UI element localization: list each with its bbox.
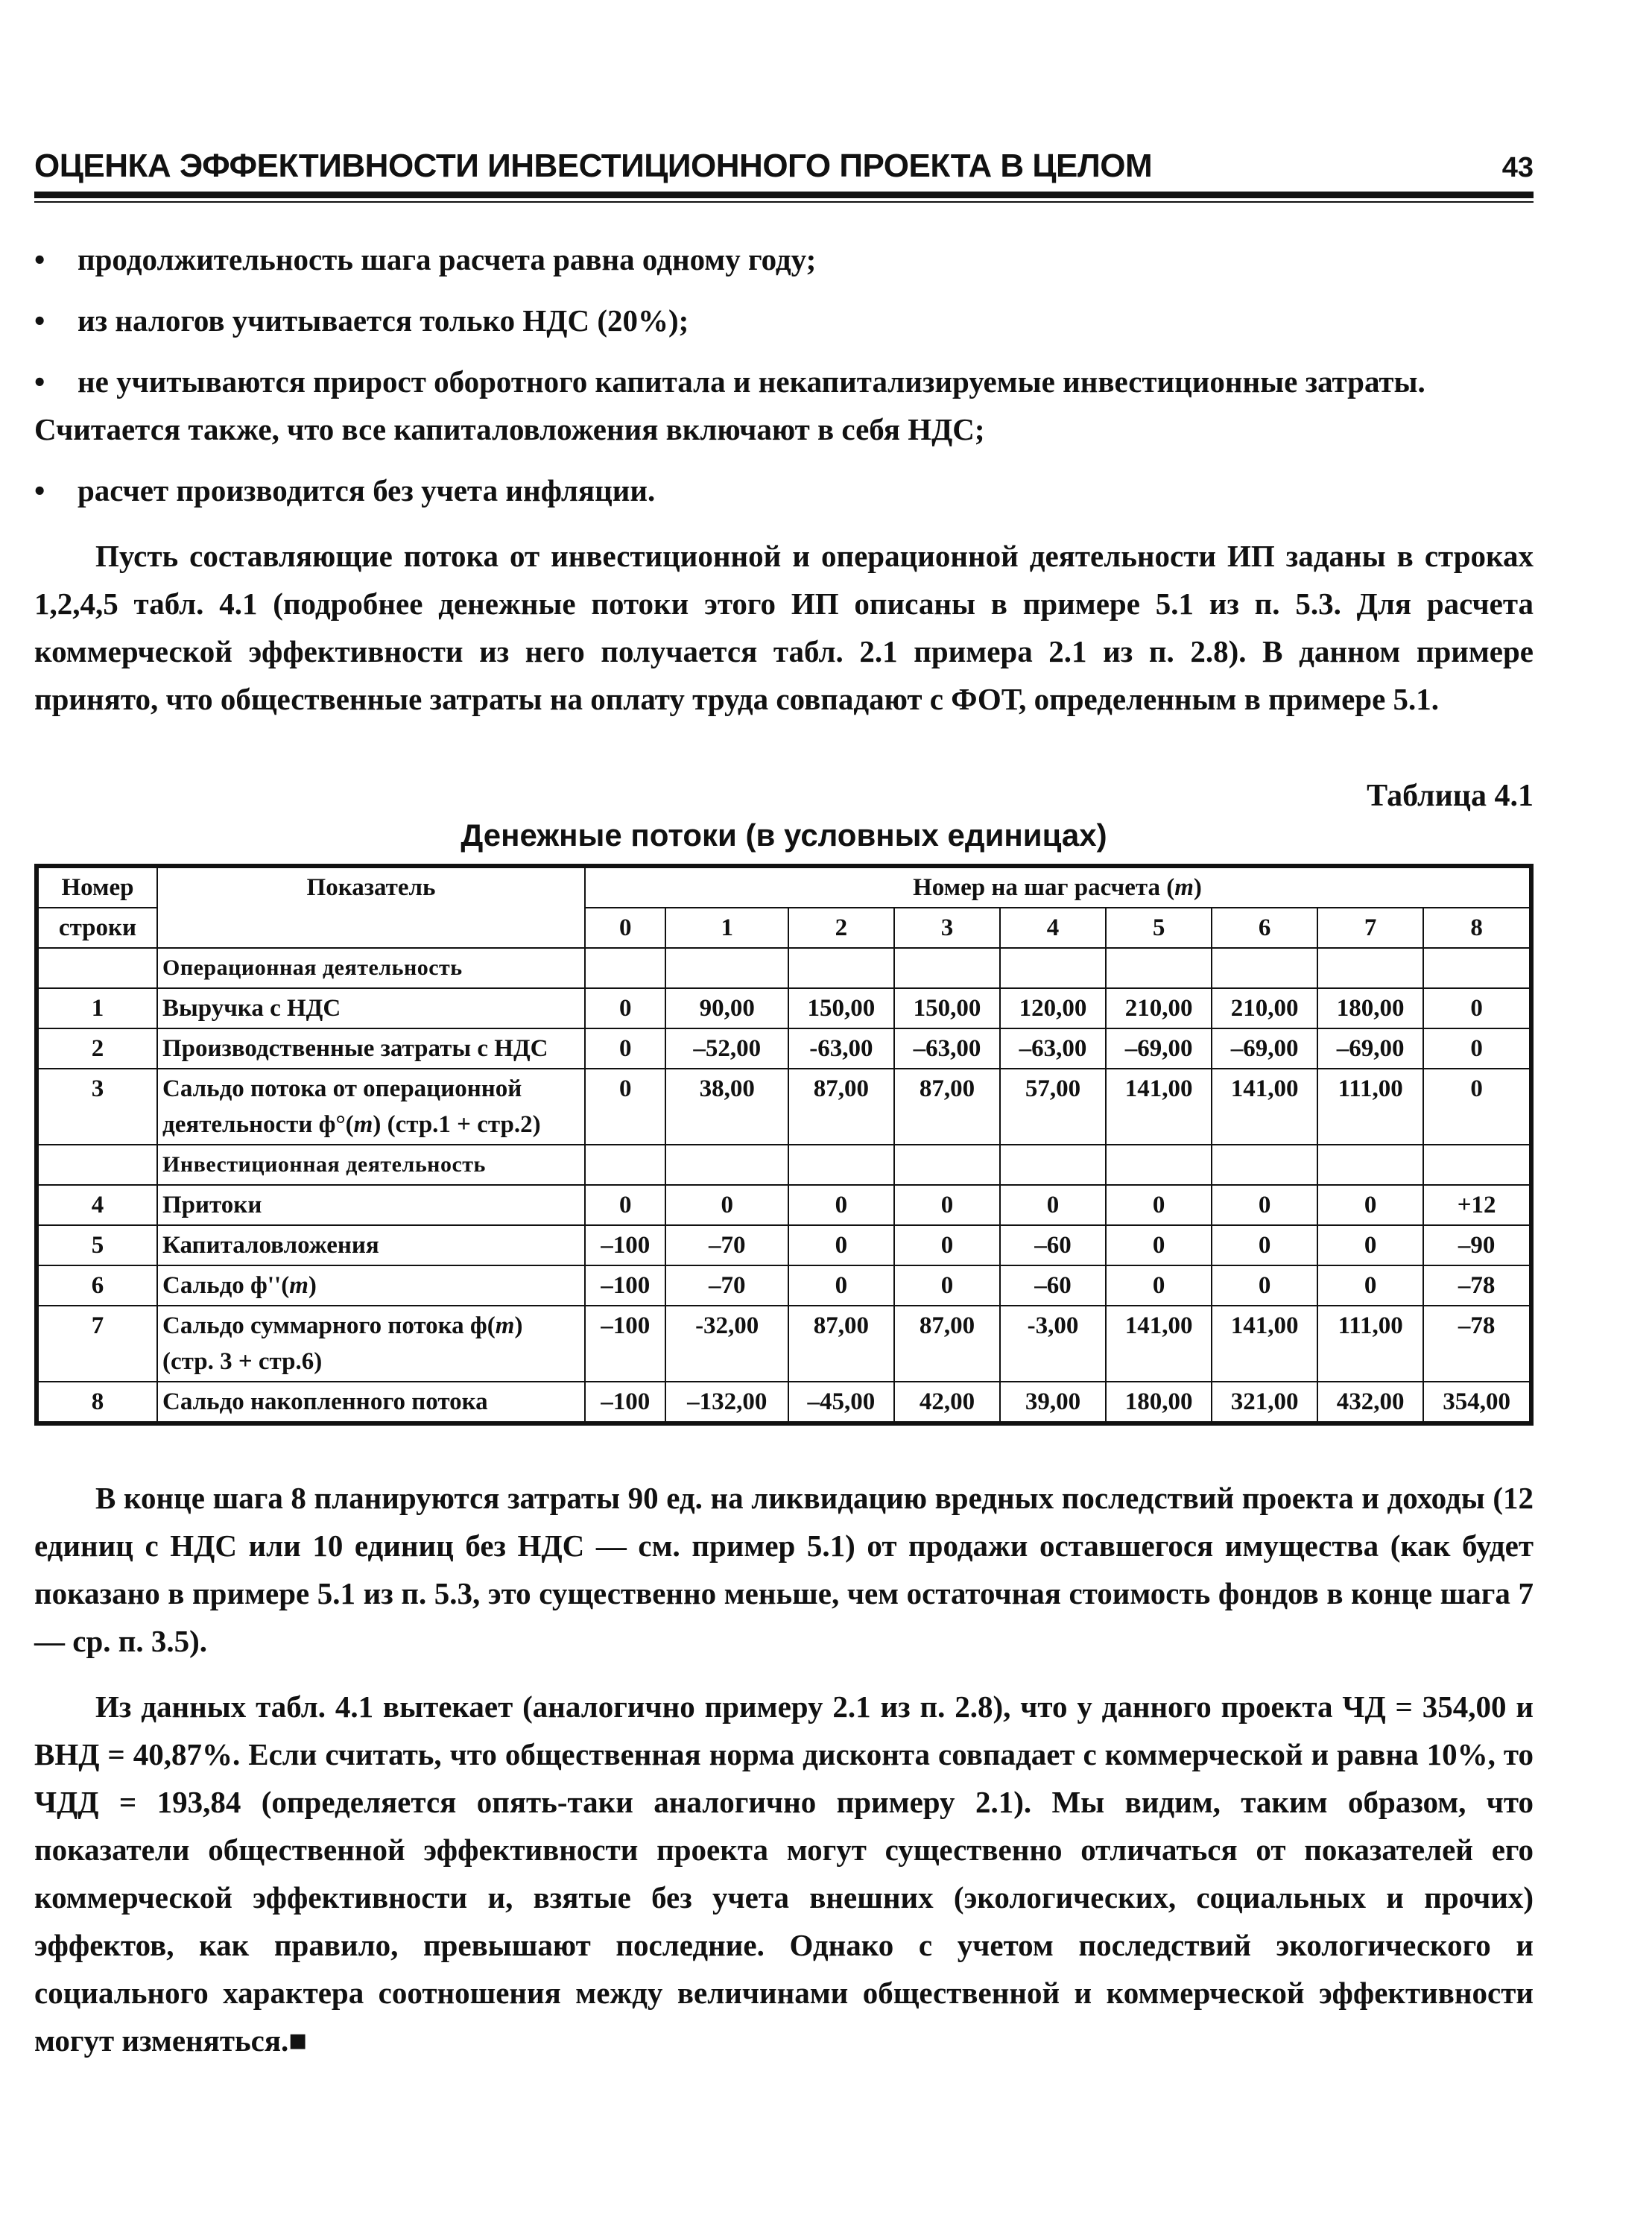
bullet-icon: • [34,303,45,338]
table-row [37,1306,1531,1382]
value-step-0: 0 [585,1069,665,1145]
value-step-4: –60 [1000,1265,1106,1306]
section-row [37,948,1531,988]
value-step-3: 0 [894,1265,1000,1306]
row-number: 6 [37,1265,157,1306]
header-steps: Номер на шаг расчета (m) [585,866,1531,908]
list-item: • не учитываются прирост оборотного капитала и некапитализируемые инвестиционные затраты. Считается также, что все капиталовложения включают в себя НДС; [34,358,1534,453]
value-step-1: 0 [665,1185,788,1225]
value-step-5: 210,00 [1106,988,1212,1028]
value-step-2: -63,00 [788,1028,894,1069]
row-number: 5 [37,1225,157,1265]
table-row [37,1185,1531,1225]
section-operational: Операционная деятельность [157,948,585,988]
value-step-3: 0 [894,1185,1000,1225]
value-step-5: –69,00 [1106,1028,1212,1069]
list-item: • продолжительность шага расчета равна одному году; [34,235,1534,283]
value-step-0: 0 [585,988,665,1028]
value-step-7: 111,00 [1317,1306,1423,1382]
value-step-8: +12 [1423,1185,1531,1225]
row-number: 1 [37,988,157,1028]
row-indicator: Производственные затраты с НДС [157,1028,585,1069]
value-step-6: 141,00 [1212,1306,1317,1382]
value-step-3: 87,00 [894,1069,1000,1145]
table-caption: Денежные потоки (в условных единицах) [461,818,1107,853]
table-row [37,988,1531,1028]
step-header-2: 2 [788,908,894,948]
value-step-1: 90,00 [665,988,788,1028]
value-step-8: 0 [1423,1028,1531,1069]
page-number: 43 [1501,152,1534,183]
value-step-3: 42,00 [894,1382,1000,1423]
row-number: 4 [37,1185,157,1225]
conclusion-paragraph-2: Из данных табл. 4.1 вытекает (аналогично примеру 2.1 из п. 2.8), что у данного проекта ЧД = 354,00 и ВНД = 40,87%. Если считать, что общественная норма дисконта совпадает с коммерческой и равна 10%, то ЧДД = 193,84 (определяется опять-таки аналогично примеру 2.1). Мы видим, таким образом, что показатели общественной эффективности проекта могут существенно отличаться от показателей его коммерческой эффективности и, взятые без учета внешних (экологических, социальных и прочих) эффектов, как правило, превышают последние. Однако с учетом последствий экологического и социального характера соотношения между величинами общественной и коммерческой эффективности могут изменяться.■ [34,1689,1534,2058]
value-step-1: –70 [665,1265,788,1306]
value-step-6: 210,00 [1212,988,1317,1028]
value-step-0: –100 [585,1382,665,1423]
table-body [37,948,1531,1423]
table-row [37,1225,1531,1265]
table-label: Таблица 4.1 [1367,779,1534,813]
table-row [37,1069,1531,1145]
value-step-0: 0 [585,1185,665,1225]
row-indicator: Капиталовложения [157,1225,585,1265]
table-row [37,1382,1531,1423]
value-step-2: 0 [788,1265,894,1306]
value-step-7: 111,00 [1317,1069,1423,1145]
row-indicator: Выручка с НДС [157,988,585,1028]
value-step-0: –100 [585,1265,665,1306]
row-indicator: Сальдо потока от операционной деятельности ф°(m) (стр.1 + стр.2) [157,1069,585,1145]
row-number: 7 [37,1306,157,1382]
value-step-1: –132,00 [665,1382,788,1423]
value-step-5: 0 [1106,1265,1212,1306]
row-number: 3 [37,1069,157,1145]
step-header-1: 1 [665,908,788,948]
conclusion-paragraph-1: В конце шага 8 планируются затраты 90 ед. на ликвидацию вредных последствий проекта и доходы (12 единиц с НДС или 10 единиц без НДС — см. пример 5.1) от продажи оставшегося имущества (как будет показано в примере 5.1 из п. 5.3, это существенно меньше, чем остаточная стоимость фондов в конце шага 7 — ср. п. 3.5). [34,1481,1534,1658]
step-header-7: 7 [1317,908,1423,948]
bullet-icon: • [34,473,45,508]
value-step-8: –78 [1423,1306,1531,1382]
value-step-7: 432,00 [1317,1382,1423,1423]
value-step-2: 0 [788,1185,894,1225]
value-step-5: 180,00 [1106,1382,1212,1423]
value-step-3: 150,00 [894,988,1000,1028]
value-step-2: –45,00 [788,1382,894,1423]
row-number: 8 [37,1382,157,1423]
cash-flow-table [34,864,1534,1426]
value-step-7: 0 [1317,1265,1423,1306]
step-header-4: 4 [1000,908,1106,948]
value-step-4: 120,00 [1000,988,1106,1028]
step-header-5: 5 [1106,908,1212,948]
header-row-no-2: строки [37,908,157,948]
step-header-6: 6 [1212,908,1317,948]
table-row [37,1265,1531,1306]
value-step-6: 0 [1212,1225,1317,1265]
value-step-1: –52,00 [665,1028,788,1069]
value-step-7: 0 [1317,1225,1423,1265]
value-step-5: 0 [1106,1185,1212,1225]
value-step-3: 0 [894,1225,1000,1265]
bullet-icon: • [34,364,45,399]
list-item: • из налогов учитывается только НДС (20%); [34,297,1534,344]
value-step-4: 57,00 [1000,1069,1106,1145]
value-step-1: -32,00 [665,1306,788,1382]
value-step-7: 0 [1317,1185,1423,1225]
value-step-6: –69,00 [1212,1028,1317,1069]
value-step-3: –63,00 [894,1028,1000,1069]
step-header-0: 0 [585,908,665,948]
bullet-icon: • [34,242,45,276]
section-row [37,1145,1531,1185]
value-step-4: -3,00 [1000,1306,1106,1382]
value-step-2: 87,00 [788,1306,894,1382]
header-row-no: Номер [37,866,157,908]
value-step-8: 354,00 [1423,1382,1531,1423]
list-item: • расчет производится без учета инфляции. [34,467,1534,514]
value-step-7: 180,00 [1317,988,1423,1028]
value-step-5: 141,00 [1106,1306,1212,1382]
value-step-4: 0 [1000,1185,1106,1225]
conclusion-text [34,1474,1534,2082]
value-step-6: 0 [1212,1265,1317,1306]
value-step-6: 0 [1212,1185,1317,1225]
row-number: 2 [37,1028,157,1069]
running-header [34,143,1534,188]
value-step-0: –100 [585,1306,665,1382]
value-step-6: 321,00 [1212,1382,1317,1423]
value-step-4: 39,00 [1000,1382,1106,1423]
value-step-4: –63,00 [1000,1028,1106,1069]
value-step-5: 0 [1106,1225,1212,1265]
value-step-2: 150,00 [788,988,894,1028]
value-step-2: 87,00 [788,1069,894,1145]
value-step-5: 141,00 [1106,1069,1212,1145]
table-row [37,1028,1531,1069]
header-indicator: Показатель [157,866,585,948]
row-indicator: Сальдо суммарного потока ф(m) (стр. 3 + стр.6) [157,1306,585,1382]
value-step-1: –70 [665,1225,788,1265]
value-step-8: 0 [1423,988,1531,1028]
header-rule-thin [34,201,1534,203]
header-rule-thick [34,192,1534,198]
row-indicator: Притоки [157,1185,585,1225]
value-step-2: 0 [788,1225,894,1265]
row-indicator: Сальдо накопленного потока [157,1382,585,1423]
value-step-8: –90 [1423,1225,1531,1265]
value-step-8: –78 [1423,1265,1531,1306]
value-step-4: –60 [1000,1225,1106,1265]
value-step-3: 87,00 [894,1306,1000,1382]
assumption-list [34,235,1534,736]
value-step-0: 0 [585,1028,665,1069]
intro-paragraph: Пусть составляющие потока от инвестиционной и операционной деятельности ИП заданы в строках 1,2,4,5 табл. 4.1 (подробнее денежные потоки этого ИП описаны в примере 5.1 из п. 5.3. Для расчета коммерческой эффективности из него получается табл. 2.1 примера 2.1 из п. 2.8). В данном примере принято, что общественные затраты на оплату труда совпадают с ФОТ, определенным в примере 5.1. [34,539,1534,716]
header-title: ОЦЕНКА ЭФФЕКТИВНОСТИ ИНВЕСТИЦИОННОГО ПРОЕКТА В ЦЕЛОМ [34,148,1153,184]
step-header-8: 8 [1423,908,1531,948]
row-indicator: Сальдо ф''(m) [157,1265,585,1306]
step-header-3: 3 [894,908,1000,948]
value-step-8: 0 [1423,1069,1531,1145]
value-step-7: –69,00 [1317,1028,1423,1069]
value-step-1: 38,00 [665,1069,788,1145]
section-investment: Инвестиционная деятельность [157,1145,585,1185]
value-step-0: –100 [585,1225,665,1265]
table-header-row [37,866,1531,908]
value-step-6: 141,00 [1212,1069,1317,1145]
